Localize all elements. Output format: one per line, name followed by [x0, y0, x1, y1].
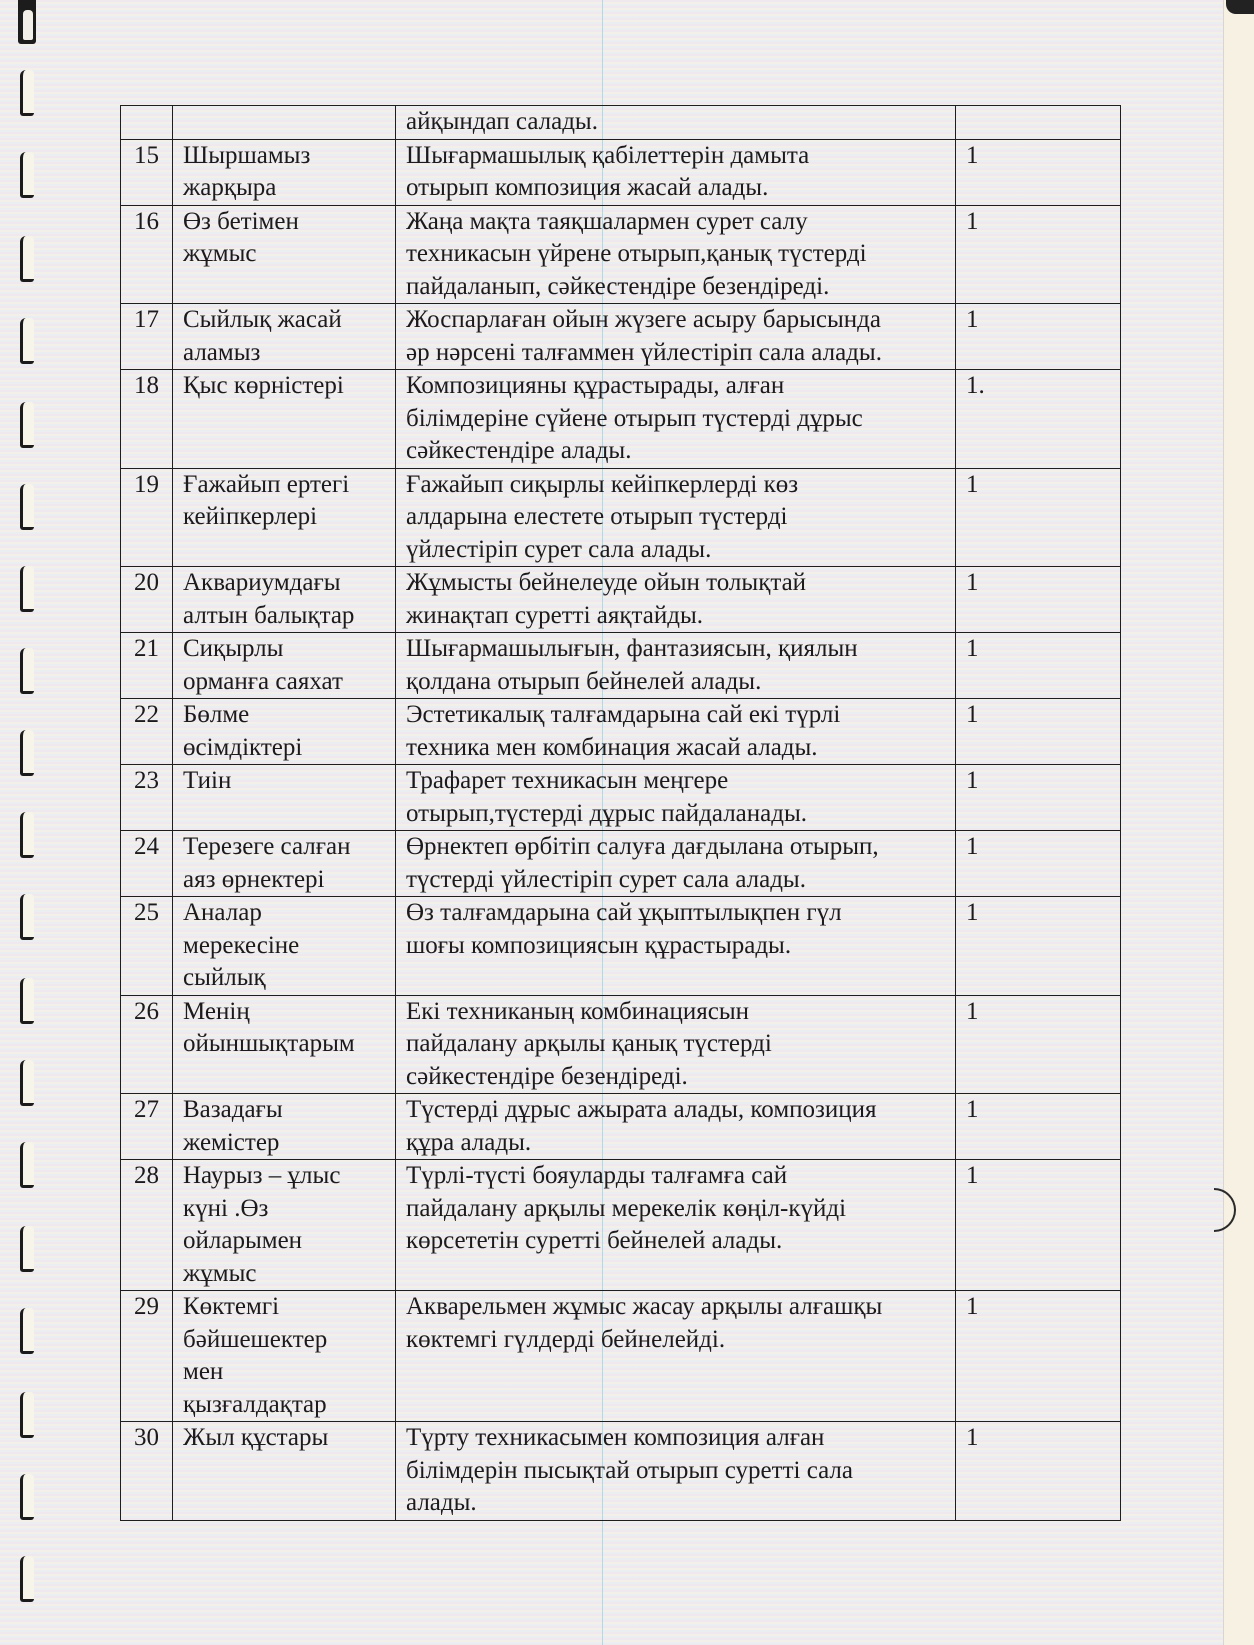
lesson-number: 27 — [121, 1094, 173, 1160]
topic-line: кейіпкерлері — [183, 503, 318, 530]
table-row — [121, 995, 1121, 1094]
binding-hole — [20, 1142, 34, 1188]
topic-line: Менің — [183, 997, 250, 1025]
lesson-topic — [173, 304, 396, 370]
outcome-line: сәйкестендіре безендіреді. — [406, 1062, 688, 1090]
lesson-hours: 1 — [956, 139, 1121, 205]
table-row — [121, 1291, 1121, 1422]
binding-hole — [18, 0, 36, 44]
lesson-outcome — [396, 765, 956, 831]
outcome-line: білімдеріне сүйене отырып түстерді дұрыс — [406, 404, 863, 432]
lesson-number: 22 — [121, 699, 173, 765]
binding-hole — [20, 152, 34, 198]
binding-hole — [20, 812, 34, 858]
lesson-outcome — [396, 897, 956, 996]
lesson-outcome — [396, 1094, 956, 1160]
table-row — [121, 633, 1121, 699]
lesson-hours: 1 — [956, 1291, 1121, 1422]
lesson-topic — [173, 468, 396, 567]
lesson-hours: 1 — [956, 1094, 1121, 1160]
outcome-line: шоғы композициясын құрастырады. — [406, 931, 792, 959]
lesson-outcome — [396, 995, 956, 1094]
binding-hole — [20, 236, 34, 282]
table-row — [121, 1422, 1121, 1521]
topic-line: Сыйлық жасай — [183, 306, 342, 333]
lesson-outcome — [396, 699, 956, 765]
topic-line: күні .Өз — [183, 1194, 269, 1222]
page-edge-strip — [1223, 0, 1254, 1645]
lesson-outcome — [396, 1160, 956, 1291]
lesson-hours: 1 — [956, 1160, 1121, 1291]
lesson-number: 18 — [121, 370, 173, 469]
lesson-number: 16 — [121, 205, 173, 304]
outcome-line: сәйкестендіре алады. — [406, 437, 632, 464]
outcome-line: Шығармашылық қабілеттерін дамыта — [406, 141, 810, 169]
lesson-hours: 1 — [956, 468, 1121, 567]
outcome-line: әр нәрсені талғаммен үйлестіріп сала алады. — [406, 338, 882, 366]
lesson-outcome — [396, 205, 956, 304]
lesson-hours: 1 — [956, 1422, 1121, 1521]
table-row — [121, 567, 1121, 633]
table-row — [121, 1094, 1121, 1160]
binding-hole — [20, 730, 34, 776]
topic-line: ойларымен — [183, 1227, 303, 1254]
outcome-line: алады. — [406, 1489, 477, 1516]
lesson-outcome — [396, 633, 956, 699]
lesson-hours: 1 — [956, 633, 1121, 699]
lesson-number: 23 — [121, 765, 173, 831]
table-row — [121, 205, 1121, 304]
lesson-hours — [956, 106, 1121, 140]
lesson-number: 20 — [121, 567, 173, 633]
outcome-line: жинақтап суретті аяқтайды. — [406, 601, 704, 629]
outcome-line: Жұмысты бейнелеуде ойын толықтай — [406, 569, 807, 596]
topic-line: аяз өрнектері — [183, 865, 325, 893]
outcome-line: айқындап салады. — [406, 108, 598, 135]
outcome-line: Композицияны құрастырады, алған — [406, 372, 785, 399]
binding-hole — [20, 1556, 34, 1602]
binding-hole — [20, 318, 34, 364]
lesson-topic — [173, 995, 396, 1094]
outcome-line: алдарына елестете отырып түстерді — [406, 503, 788, 530]
table-row — [121, 468, 1121, 567]
lesson-number: 24 — [121, 831, 173, 897]
topic-line: мен — [183, 1358, 224, 1385]
topic-line: Бөлме — [183, 701, 250, 728]
lesson-outcome — [396, 1291, 956, 1422]
topic-line: Сиқырлы — [183, 635, 284, 662]
topic-line: Жыл құстары — [183, 1424, 329, 1451]
lesson-outcome — [396, 1422, 956, 1521]
topic-line: алтын балықтар — [183, 601, 355, 629]
lesson-topic — [173, 699, 396, 765]
table-row — [121, 765, 1121, 831]
lesson-number: 15 — [121, 139, 173, 205]
lesson-number: 25 — [121, 897, 173, 996]
topic-line: Көктемгі — [183, 1293, 280, 1320]
topic-line: қызғалдақтар — [183, 1390, 327, 1418]
topic-line: Шыршамыз — [183, 141, 311, 169]
lesson-number: 29 — [121, 1291, 173, 1422]
table-row — [121, 139, 1121, 205]
lesson-number: 17 — [121, 304, 173, 370]
lesson-topic — [173, 205, 396, 304]
topic-line: жарқыра — [183, 174, 277, 201]
binding-hole — [20, 894, 34, 940]
outcome-line: пайдаланып, сәйкестендіре безендіреді. — [406, 272, 830, 300]
topic-line: Өз бетімен — [183, 207, 299, 235]
outcome-line: Акварельмен жұмыс жасау арқылы алғашқы — [406, 1293, 883, 1320]
topic-line: сыйлық — [183, 964, 266, 991]
binding-hole — [20, 978, 34, 1024]
outcome-line: Эстетикалық талғамдарына сай екі түрлі — [406, 701, 841, 728]
topic-line: ойыншықтарым — [183, 1030, 355, 1057]
outcome-line: отырып,түстерді дұрыс пайдаланады. — [406, 799, 808, 827]
outcome-line: Шығармашылығын, фантазиясын, қиялын — [406, 635, 858, 662]
outcome-line: пайдалану арқылы қанық түстерді — [406, 1030, 772, 1057]
outcome-line: білімдерін пысықтай отырып суретті сала — [406, 1456, 853, 1484]
outcome-line: Жаңа мақта таяқшалармен сурет салу — [406, 207, 808, 235]
lesson-outcome — [396, 567, 956, 633]
lesson-topic — [173, 1160, 396, 1291]
lesson-topic — [173, 370, 396, 469]
lesson-outcome — [396, 831, 956, 897]
outcome-line: техникасын үйрене отырып,қанық түстерді — [406, 240, 867, 267]
lesson-number: 28 — [121, 1160, 173, 1291]
binding-hole — [20, 402, 34, 448]
lesson-hours: 1. — [956, 370, 1121, 469]
lesson-topic — [173, 765, 396, 831]
outcome-line: отырып композиция жасай алады. — [406, 174, 769, 201]
lesson-number: 19 — [121, 468, 173, 567]
outcome-line: Жоспарлаған ойын жүзеге асыру барысында — [406, 306, 881, 333]
outcome-line: көктемгі гүлдерді бейнелейді. — [406, 1325, 726, 1353]
table-row — [121, 304, 1121, 370]
outcome-line: Түрту техникасымен композиция алған — [406, 1424, 825, 1451]
binding-hole — [20, 1060, 34, 1106]
lesson-hours: 1 — [956, 699, 1121, 765]
binding-hole — [20, 70, 34, 116]
outcome-line: Түрлі-түсті бояуларды талғамға сай — [406, 1162, 788, 1189]
outcome-line: Өз талғамдарына сай ұқыптылықпен гүл — [406, 899, 842, 926]
scan-corner-shadow — [1226, 0, 1254, 14]
lesson-hours: 1 — [956, 995, 1121, 1094]
outcome-line: пайдалану арқылы мерекелік көңіл-күйді — [406, 1194, 847, 1222]
lesson-topic — [173, 139, 396, 205]
topic-line: жұмыс — [183, 1259, 257, 1287]
topic-line: жұмыс — [183, 240, 257, 267]
topic-line: Наурыз – ұлыс — [183, 1162, 341, 1189]
outcome-line: Трафарет техникасын меңгере — [406, 767, 729, 794]
topic-line: Тиін — [183, 767, 232, 794]
outcome-line: түстерді үйлестіріп сурет сала алады. — [406, 865, 806, 893]
topic-line: Қыс көрністері — [183, 372, 344, 399]
lesson-hours: 1 — [956, 765, 1121, 831]
binding-hole — [20, 1474, 34, 1520]
table-row — [121, 699, 1121, 765]
lesson-hours: 1 — [956, 304, 1121, 370]
topic-line: мерекесіне — [183, 931, 300, 959]
topic-line: Ғажайып ертегі — [183, 470, 350, 498]
outcome-line: техника мен комбинация жасай алады. — [406, 733, 818, 761]
lesson-number — [121, 106, 173, 140]
topic-line: орманға саяхат — [183, 667, 343, 695]
lesson-number: 21 — [121, 633, 173, 699]
lesson-hours: 1 — [956, 567, 1121, 633]
lesson-outcome — [396, 468, 956, 567]
topic-line: бәйшешектер — [183, 1325, 328, 1353]
lesson-topic — [173, 1422, 396, 1521]
table-row — [121, 831, 1121, 897]
topic-line: аламыз — [183, 338, 261, 366]
lesson-hours: 1 — [956, 205, 1121, 304]
lesson-outcome — [396, 304, 956, 370]
lesson-topic — [173, 897, 396, 996]
topic-line: жемістер — [183, 1128, 280, 1156]
table-row — [121, 1160, 1121, 1291]
topic-line: Аналар — [183, 899, 262, 926]
table-row — [121, 897, 1121, 996]
lesson-topic — [173, 831, 396, 897]
lesson-hours: 1 — [956, 897, 1121, 996]
table-row — [121, 370, 1121, 469]
outcome-line: үйлестіріп сурет сала алады. — [406, 535, 712, 563]
lesson-topic — [173, 1291, 396, 1422]
lesson-outcome — [396, 106, 956, 140]
lesson-number: 30 — [121, 1422, 173, 1521]
outcome-line: Ғажайып сиқырлы кейіпкерлерді көз — [406, 470, 799, 498]
table-row-continued — [121, 106, 1121, 140]
lesson-topic — [173, 633, 396, 699]
topic-line: Вазадағы — [183, 1096, 283, 1123]
binding-hole — [20, 1226, 34, 1272]
lesson-topic — [173, 1094, 396, 1160]
lesson-plan-body — [121, 106, 1121, 1521]
outcome-line: көрсететін суретті бейнелей алады. — [406, 1227, 783, 1254]
topic-line: Терезеге салған — [183, 833, 351, 860]
lesson-hours: 1 — [956, 831, 1121, 897]
outcome-line: Екі техниканың комбинациясын — [406, 997, 750, 1025]
binding-hole — [20, 1392, 34, 1438]
outcome-line: Түстерді дұрыс ажырата алады, композиция — [406, 1096, 877, 1123]
binding-hole — [20, 484, 34, 530]
lesson-number: 26 — [121, 995, 173, 1094]
lesson-outcome — [396, 139, 956, 205]
topic-line: Аквариумдағы — [183, 569, 341, 596]
lesson-outcome — [396, 370, 956, 469]
topic-line: өсімдіктері — [183, 733, 303, 761]
binding-hole — [20, 648, 34, 694]
lesson-plan-table — [120, 105, 1121, 1521]
outcome-line: құра алады. — [406, 1128, 532, 1156]
lesson-topic — [173, 106, 396, 140]
outcome-line: Өрнектеп өрбітіп салуға дағдылана отырып, — [406, 833, 879, 860]
binding-hole — [20, 566, 34, 612]
lesson-topic — [173, 567, 396, 633]
outcome-line: қолдана отырып бейнелей алады. — [406, 667, 762, 695]
binding-hole — [20, 1308, 34, 1354]
